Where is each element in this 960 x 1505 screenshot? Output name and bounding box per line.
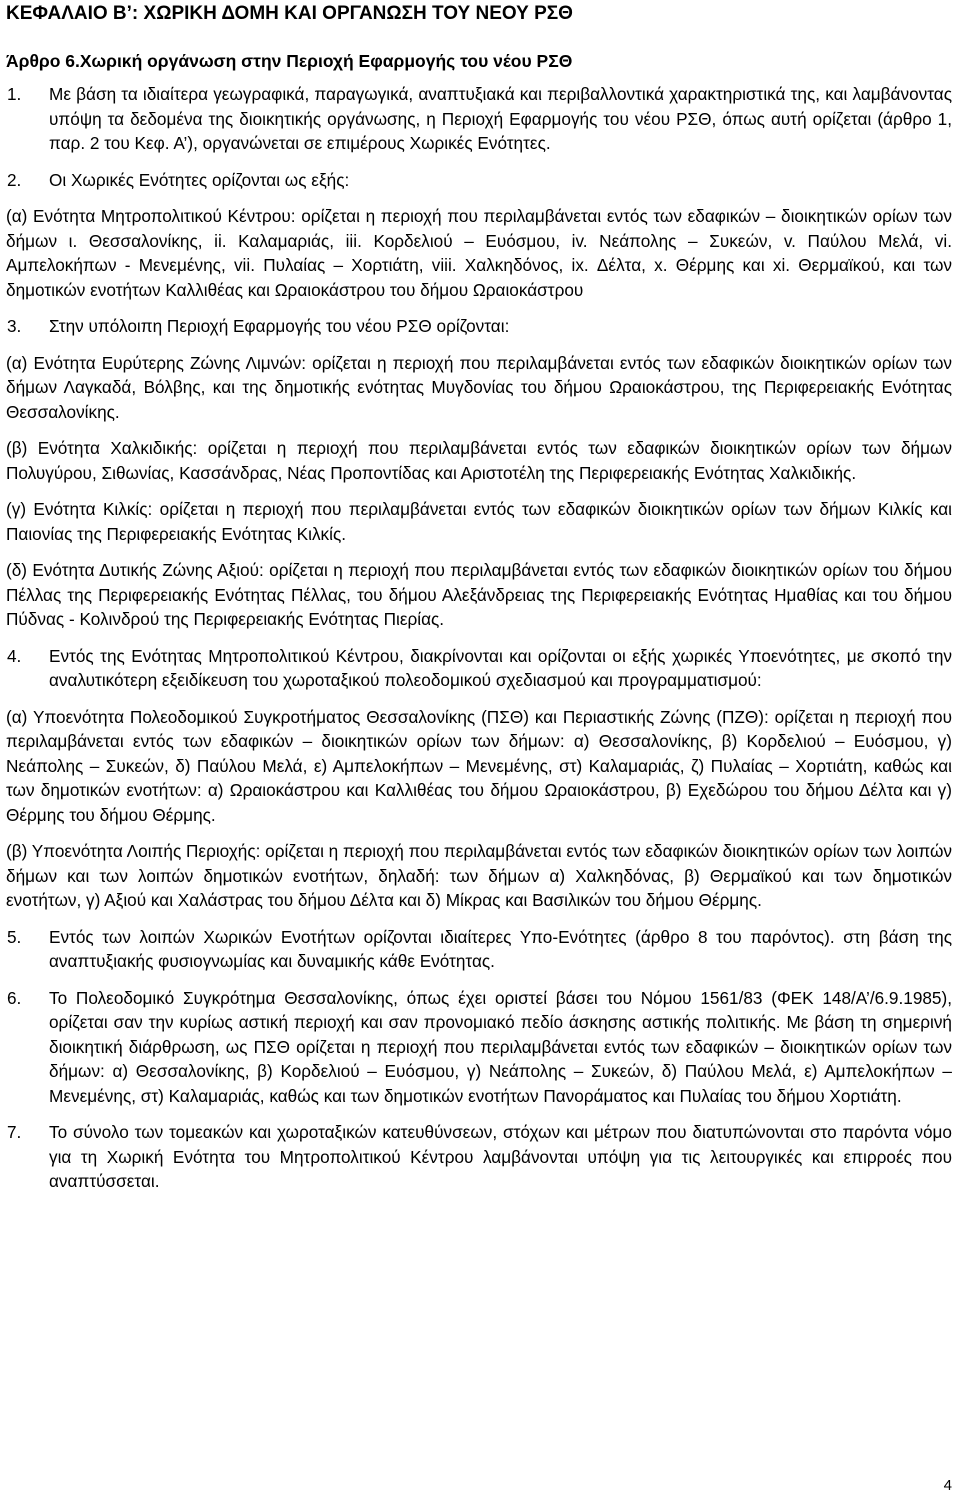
chapter-title: ΚΕΦΑΛΑΙΟ Β’: ΧΩΡΙΚΗ ΔΟΜΗ ΚΑΙ ΟΡΓΑΝΩΣΗ ΤΟΥ ΝΕΟΥ ΡΣΘ xyxy=(6,3,573,24)
list-item-number: 4. xyxy=(7,645,22,666)
list-item-4 xyxy=(6,644,952,693)
list-item-text: Το σύνολο των τομεακών και χωροταξικών κατευθύνσεων, στόχων και μέτρων που διατυπώνονται στο παρόντα νόμο για τη Χωρική Ενότητα του Μητροπολιτικού Κέντρου λαμβάνονται υπόψη για τις λειτουργικές και επιρροές που αναπτύσσεται. xyxy=(49,1122,952,1191)
subparagraph-lakes-zone: (α) Ενότητα Ευρύτερης Ζώνης Λιμνών: ορίζεται η περιοχή που περιλαμβάνεται εντός των εδαφικών διοικητικών ορίων των δήμων Λαγκαδά, Βόλβης, και της δημοτικής ενότητας Μυγδονίας του δήμου Ωραιοκάστρου, της Περιφερειακής Ενότητας Θεσσαλονίκης. xyxy=(6,352,952,422)
list-item-text: Εντός της Ενότητας Μητροπολιτικού Κέντρου, διακρίνονται και ορίζονται οι εξής χωρικές Υποενότητες, με σκοπό την αναλυτικότερη εξειδίκευση του χωροταξικού πολεοδομικού σχεδιασμού και προγραμματισμού: xyxy=(49,645,952,690)
list-item-number: 3. xyxy=(7,316,22,336)
list-item-number: 7. xyxy=(7,1122,22,1142)
list-item-text: Το Πολεοδομικό Συγκρότημα Θεσσαλονίκης, όπως έχει οριστεί βάσει του Νόμου 1561/83 (ΦΕΚ 148/Α’/6.9.1985), ορίζεται σαν την κυρίως αστική περιοχή και σαν προνομιακό πεδίο άσκησης αστικής πολιτικής. Με βάση τη σημερινή διοικητική διάρθρωση, ως ΠΣΘ ορίζεται η περιοχή που περιλαμβάνεται εντός των εδαφικών – διοικητικών ορίων των δήμων: α) Θεσσαλονίκης, β) Κορδελιού – Ευόσμου, γ) Νεάπολης – Συκεών, δ) Παύλου Μελά, ε) Αμπελοκήπων – Μενεμένης, στ) Καλαμαριάς, καθώς και των δημοτικών ενοτήτων Πανοράματος και Πυλαίας του δήμου Χορτιάτη. xyxy=(49,987,952,1106)
list-item-text: Οι Χωρικές Ενότητες ορίζονται ως εξής: xyxy=(49,169,350,190)
page-number: 4 xyxy=(943,1477,952,1494)
subparagraph-chalkidiki: (β) Ενότητα Χαλκιδικής: ορίζεται η περιοχή που περιλαμβάνεται εντός των εδαφικών διοικητικών ορίων των δήμων Πολυγύρου, Σιθωνίας, Κασσάνδρας, Νέας Προποντίδας και Αριστοτέλη της Περιφερειακής Ενότητας Χαλκιδικής. xyxy=(6,438,952,483)
list-item-2 xyxy=(6,168,952,193)
list-item-7 xyxy=(6,1120,952,1194)
list-item-number: 5. xyxy=(7,926,22,947)
subparagraph-urban-complex: (α) Υποενότητα Πολεοδομικού Συγκροτήματος Θεσσαλονίκης (ΠΣΘ) και Περιαστικής Ζώνης (ΠΖΘ): ορίζεται η περιοχή που περιλαμβάνεται εντός των εδαφικών – διοικητικών ορίων των δήμων: α) Θεσσαλονίκης, β) Κορδελιού – Ευόσμου, γ) Νεάπολης – Συκεών, δ) Παύλου Μελά, ε) Αμπελοκήπων – Μενεμένης, στ) Καλαμαριάς, ζ) Πυλαίας – Χορτιάτη, καθώς και των δημοτικών ενοτήτων: α) Ωραιοκάστρου και Καλλιθέας του δήμου Ωραιοκάστρου, β) Εχεδώρου του δήμου Δέλτα και γ) Θέρμης του δήμου Θέρμης. xyxy=(6,706,952,825)
list-item-number: 1. xyxy=(7,84,22,104)
list-item-text: Με βάση τα ιδιαίτερα γεωγραφικά, παραγωγικά, αναπτυξιακά και περιβαλλοντικά χαρακτηριστικά της, και λαμβάνοντας υπόψη τα δεδομένα της διοικητικής οργάνωσης, η Περιοχή Εφαρμογής του νέου ΡΣΘ, όπως αυτή ορίζεται (άρθρο 1, παρ. 2 του Κεφ. Α’), οργανώνεται σε επιμέρους Χωρικές Ενότητες. xyxy=(49,84,952,153)
list-item-text: Εντός των λοιπών Χωρικών Ενοτήτων ορίζονται ιδιαίτερες Υπο-Ενότητες (άρθρο 8 του παρόντος). στη βάση της αναπτυξιακής φυσιογνωμίας και δυναμικής κάθε Ενότητας. xyxy=(49,926,952,971)
list-item-number: 2. xyxy=(7,169,22,190)
subparagraph-remaining-area: (β) Υποενότητα Λοιπής Περιοχής: ορίζεται η περιοχή που περιλαμβάνεται εντός των εδαφικών διοικητικών ορίων των λοιπών δήμων και των λοιπών δημοτικών ενοτήτων, δηλαδή: των δήμων α) Χαλκηδόνας, β) Θερμαϊκού και των δημοτικών ενοτήτων, γ) Αξιού και Χαλάστρας του δήμου Δέλτα και δ) Μίκρας και Βασιλικών του δήμου Θέρμης. xyxy=(6,841,952,910)
list-item-3 xyxy=(6,314,952,339)
subparagraph-metropolitan-center: (α) Ενότητα Μητροπολιτικού Κέντρου: ορίζεται η περιοχή που περιλαμβάνεται εντός των εδαφικών – διοικητικών ορίων των δήμων ι. Θεσσαλονίκης, ii. Καλαμαριάς, iii. Κορδελιού – Ευόσμου, iv. Νεάπολης – Συκεών, v. Παύλου Μελά, vi. Αμπελοκήπων - Μενεμένης, vii. Πυλαίας – Χορτιάτη, viii. Χαλκηδόνος, ix. Δέλτα, x. Θέρμης και xi. Θερμαϊκού, και των δημοτικών ενοτήτων Καλλιθέας και Ωραιοκάστρου του δήμου Ωραιοκάστρου xyxy=(6,206,952,300)
list-item-5 xyxy=(6,925,952,974)
list-item-number: 6. xyxy=(7,987,22,1008)
subparagraph-west-axios: (δ) Ενότητα Δυτικής Ζώνης Αξιού: ορίζεται η περιοχή που περιλαμβάνεται εντός των εδαφικών διοικητικών ορίων του δήμου Πέλλας της Περιφερειακής Ενότητας Πέλλας, του δήμου Αλεξάνδρειας της Περιφερειακής Ενότητας Ημαθίας και του δήμου Πύδνας - Κολινδρού της Περιφερειακής Ενότητας Πιερίας. xyxy=(6,560,952,629)
list-item-1 xyxy=(6,82,952,156)
subparagraph-kilkis: (γ) Ενότητα Κιλκίς: ορίζεται η περιοχή που περιλαμβάνεται εντός των εδαφικών διοικητικών ορίων των δήμων Κιλκίς και Παιονίας της Περιφερειακής Ενότητας Κιλκίς. xyxy=(6,499,952,544)
article-title: Άρθρο 6.Χωρική οργάνωση στην Περιοχή Εφαρμογής του νέου ΡΣΘ xyxy=(6,51,573,71)
list-item-text: Στην υπόλοιπη Περιοχή Εφαρμογής του νέου ΡΣΘ ορίζονται: xyxy=(49,316,510,336)
list-item-6 xyxy=(6,986,952,1109)
